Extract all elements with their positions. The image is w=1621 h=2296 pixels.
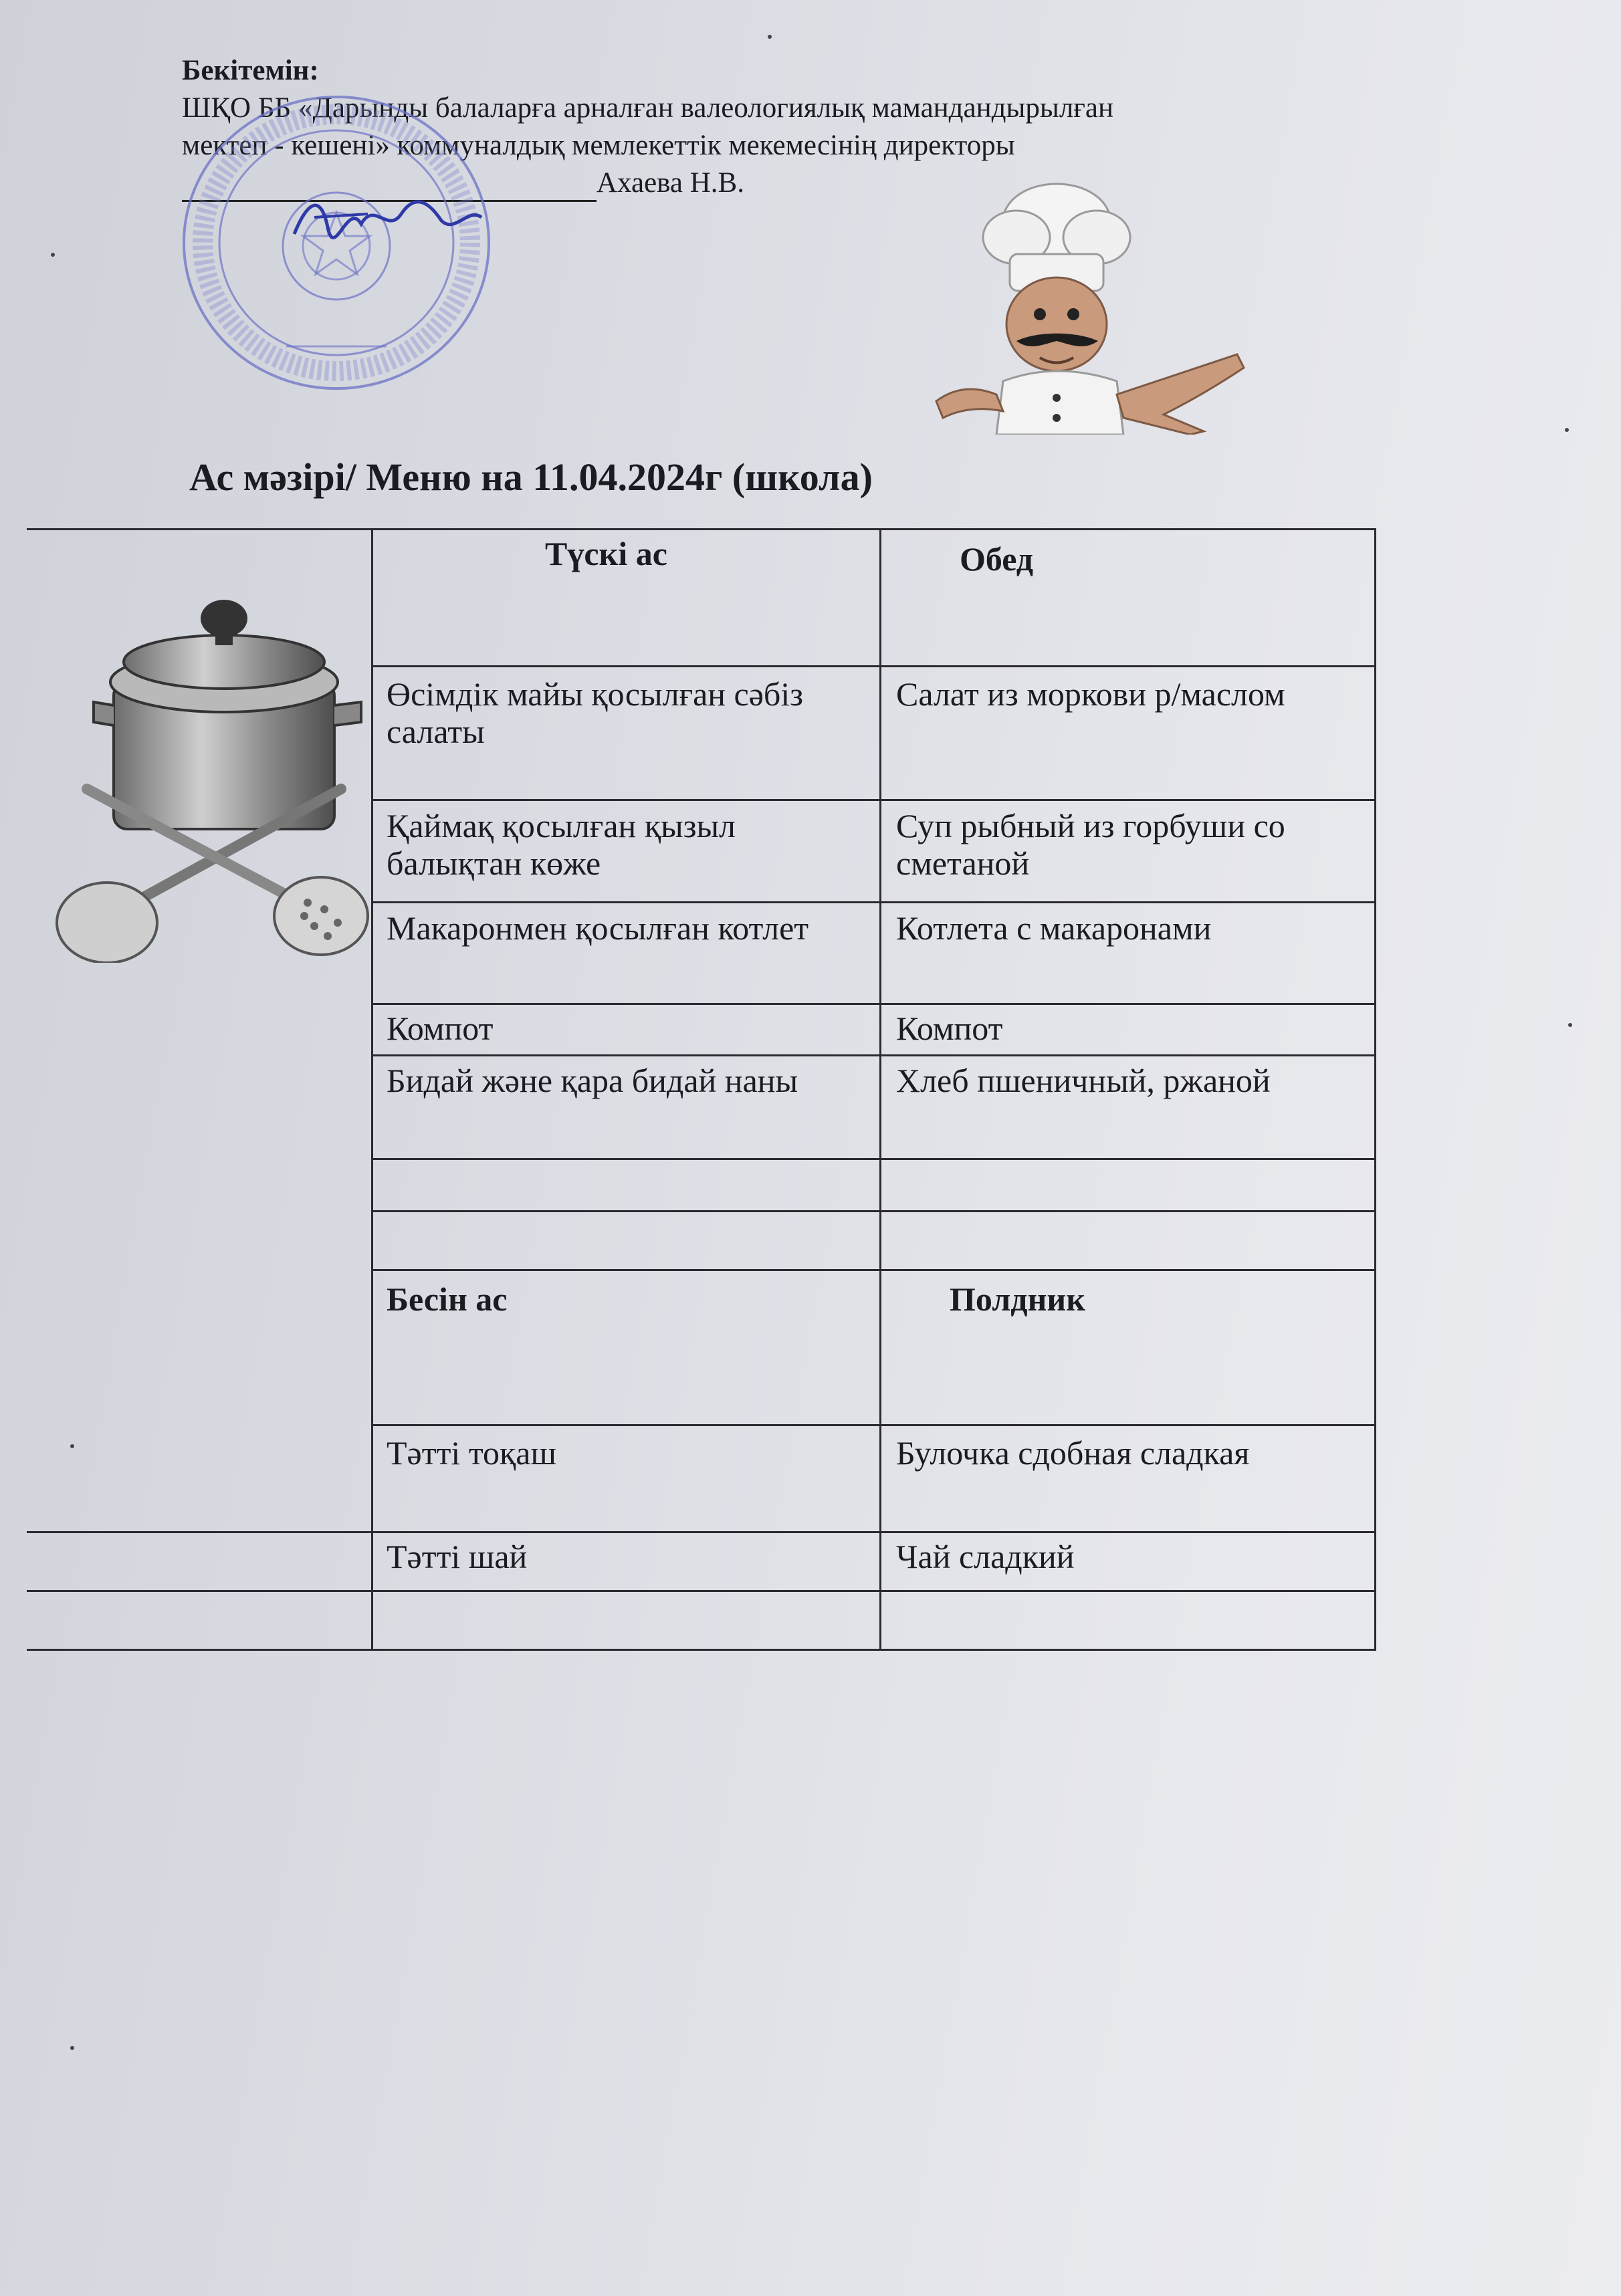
- lunch-item-kz: Қаймақ қосылған қызыл балықтан көже: [387, 807, 736, 882]
- table-border: [27, 1531, 1376, 1533]
- snack-item-kz: Тәтті шай: [387, 1538, 528, 1575]
- approval-heading: Бекітемін:: [182, 55, 319, 86]
- table-border: [27, 528, 1376, 530]
- table-border: [371, 799, 1376, 801]
- scan-dot: [1568, 1023, 1572, 1027]
- cooking-pot-icon: [47, 588, 381, 963]
- scan-dot: [51, 253, 55, 257]
- approval-line-2: мектеп - кешені» коммуналдық мемлекеттік мекемесінің директоры: [182, 130, 1015, 161]
- snack-item-ru: Булочка сдобная сладкая: [896, 1434, 1250, 1472]
- scan-dot: [768, 35, 772, 39]
- table-border: [371, 1210, 1376, 1212]
- lunch-header-kz: Түскі ас: [545, 535, 667, 572]
- lunch-item-ru: Салат из моркови р/маслом: [896, 675, 1285, 713]
- table-border: [1374, 528, 1376, 1650]
- snack-header-ru: Полдник: [950, 1280, 1086, 1318]
- lunch-item-kz: Макаронмен қосылған котлет: [387, 909, 809, 947]
- lunch-item-ru: Котлета с макаронами: [896, 909, 1212, 947]
- scan-dot: [70, 1444, 74, 1448]
- table-border: [371, 1424, 1376, 1426]
- lunch-item-ru: Компот: [896, 1010, 1003, 1047]
- table-border: [371, 1054, 1376, 1056]
- table-border: [371, 665, 1376, 667]
- table-border: [371, 901, 1376, 903]
- page-title: Ас мәзірі/ Меню на 11.04.2024г (школа): [189, 455, 873, 499]
- signature-icon: [288, 187, 488, 247]
- table-border: [879, 528, 881, 1650]
- director-name: Ахаева Н.В.: [597, 167, 744, 199]
- chef-illustration-icon: [923, 181, 1271, 435]
- lunch-item-kz: Бидай және қара бидай наны: [387, 1062, 798, 1099]
- table-border: [27, 1590, 1376, 1592]
- table-border: [27, 1649, 1376, 1651]
- table-border: [371, 1003, 1376, 1005]
- approval-line-1: ШҚО ББ «Дарынды балаларға арналған валеологиялық мамандандырылған: [182, 92, 1114, 124]
- lunch-item-kz: Өсімдік майы қосылған сәбіз салаты: [387, 675, 803, 750]
- snack-item-ru: Чай сладкий: [896, 1538, 1075, 1575]
- snack-item-kz: Тәтті тоқаш: [387, 1434, 557, 1472]
- lunch-item-ru: Суп рыбный из горбуши со сметаной: [896, 807, 1285, 882]
- table-border: [371, 1158, 1376, 1160]
- table-border: [371, 528, 373, 1650]
- lunch-header-ru: Обед: [960, 540, 1034, 578]
- snack-header-kz: Бесін ас: [387, 1280, 508, 1318]
- lunch-item-ru: Хлеб пшеничный, ржаной: [896, 1062, 1271, 1099]
- table-border: [371, 1269, 1376, 1271]
- scan-dot: [1565, 428, 1569, 432]
- lunch-item-kz: Компот: [387, 1010, 494, 1047]
- scan-dot: [70, 2046, 74, 2050]
